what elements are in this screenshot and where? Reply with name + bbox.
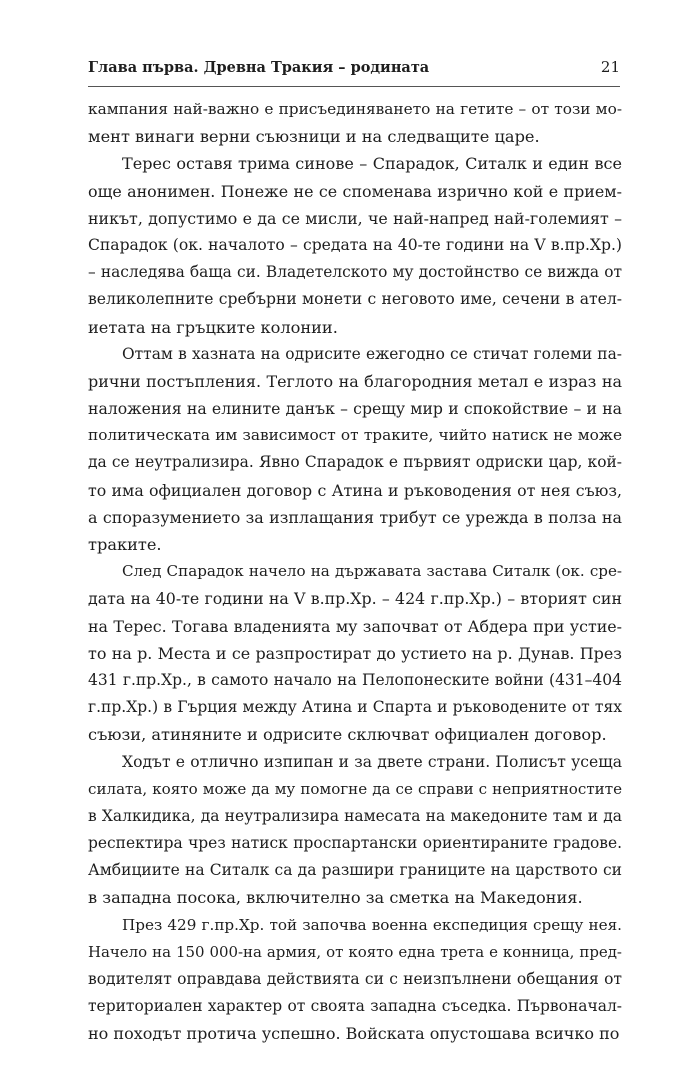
running-header	[88, 58, 620, 76]
text-line: Ходът е отлично изпипан и за двете страни. Полисът усеща	[122, 752, 622, 771]
text-line: но походът протича успешно. Войската опустошава всичко по	[88, 1024, 620, 1044]
text-line: Амбициите на Ситалк са да разшири границите на царството си	[88, 861, 622, 880]
text-line: на Терес. Тогава владенията му започват от Абдера при устие-	[88, 616, 622, 636]
text-line: респектира чрез натиск проспартански ориентираните градове.	[88, 834, 622, 853]
paragraph	[88, 912, 622, 1048]
text-line: През 429 г.пр.Хр. той започва военна експедиция срещу нея.	[122, 915, 622, 934]
text-line: силата, която може да му помогне да се справи с неприятностите	[88, 779, 622, 798]
text-line: то има официален договор с Атина и ръководения от нея съюз,	[88, 480, 622, 500]
text-line: още анонимен. Понеже не се споменава изрично кой е прием-	[88, 181, 622, 201]
paragraph	[88, 150, 622, 340]
text-line: иетата на гръцките колонии.	[88, 317, 338, 337]
paragraph	[88, 341, 622, 559]
text-line: съюзи, атиняните и одрисите сключват официален договор.	[88, 725, 607, 745]
paragraph	[88, 749, 622, 912]
text-line: политическата им зависимост от траките, чийто натиск не може	[88, 426, 622, 445]
text-line: 431 г.пр.Хр., в самото начало на Пелопонеските войни (431–404	[88, 670, 622, 689]
text-line: кампания най-важно е присъединяването на гетите – от този мо-	[88, 100, 622, 118]
text-line: никът, допустимо е да се мисли, че най-напред най-големият –	[88, 208, 622, 228]
text-line: Спарадок (ок. началото – средата на 40-те години на V в.пр.Хр.)	[88, 235, 622, 254]
text-line: Оттам в хазната на одрисите ежегодно се стичат големи па-	[122, 344, 622, 363]
chapter-title: Глава първа. Древна Тракия – родината	[88, 59, 430, 76]
text-line: дата на 40-те години на V в.пр.Хр. – 424 г.пр.Хр.) – вторият син	[88, 589, 622, 609]
text-line: траките.	[88, 535, 162, 554]
header-rule	[88, 86, 620, 87]
text-line: водителят оправдава действията си с неизпълнени обещания от	[88, 970, 622, 988]
text-line: в западна посока, включително за сметка на Македония.	[88, 888, 583, 908]
text-line: великолепните сребърни монети с неговото име, сечени в ател-	[88, 290, 622, 309]
text-line: териториален характер от своята западна съседка. Първоначал-	[88, 997, 622, 1016]
text-line: Начело на 150 000-на армия, от която една трета е конница, пред-	[88, 942, 622, 961]
text-line: г.пр.Хр.) в Гърция между Атина и Спарта и ръководените от тях	[88, 698, 622, 717]
paragraph	[88, 558, 622, 748]
paragraph	[88, 96, 622, 150]
text-line: Терес оставя трима синове – Спарадок, Ситалк и един все	[122, 154, 622, 174]
text-line: а споразумението за изплащания трибут се урежда в полза на	[88, 507, 622, 527]
page-number: 21	[600, 58, 620, 76]
text-line: – наследява баща си. Владетелското му достойнство се вижда от	[88, 263, 622, 282]
text-line: След Спарадок начело на държавата застава Ситалк (ок. сре-	[122, 562, 622, 581]
text-line: наложения на елините данък – срещу мир и спокойствие – и на	[88, 399, 622, 419]
text-line: то на р. Места и се разпростират до устието на р. Дунав. През	[88, 643, 622, 663]
text-line: рични постъпления. Теглото на благородния метал е израз на	[88, 371, 622, 391]
text-line: мент винаги верни съюзници и на следващите царе.	[88, 127, 540, 147]
text-line: да се неутрализира. Явно Спарадок е първият одриски цар, кой-	[88, 453, 622, 472]
text-line: в Халкидика, да неутрализира намесата на македоните там и да	[88, 806, 622, 825]
body-text	[88, 96, 622, 1048]
